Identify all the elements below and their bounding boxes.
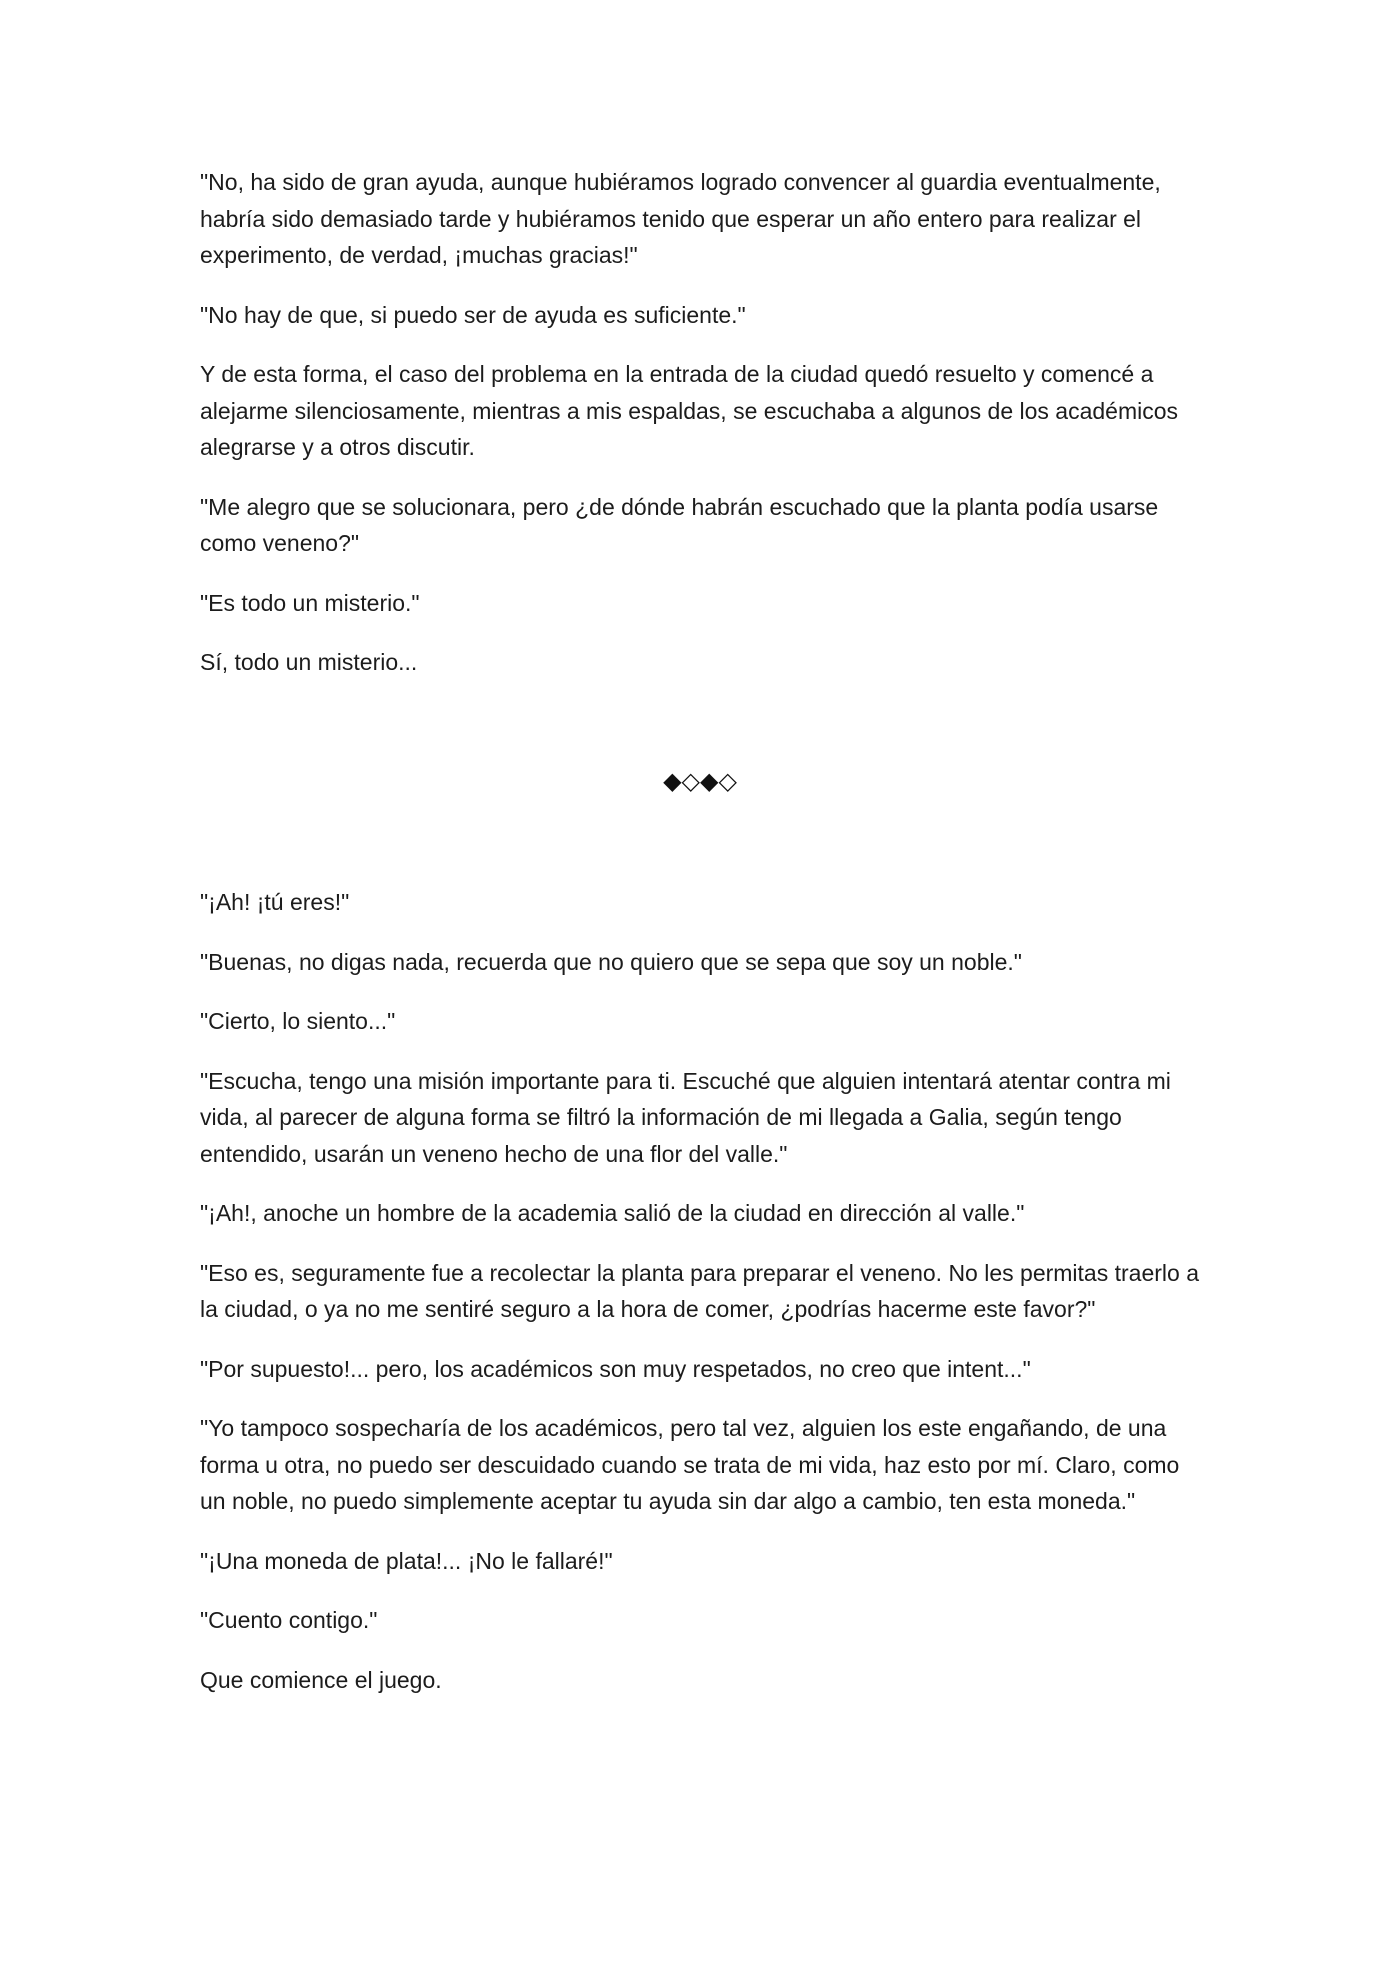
paragraph: "¡Una moneda de plata!... ¡No le fallaré!" bbox=[200, 1547, 613, 1574]
paragraph: "Me alegro que se solucionara, pero ¿de dónde habrán escuchado que la planta podía usarse como veneno?" bbox=[200, 493, 1159, 556]
paragraph: "No, ha sido de gran ayuda, aunque hubiéramos logrado convencer al guardia eventualmente, habría sido demasiado tarde y hubiéramos tenido que esperar un año entero para realizar el experimento, de verdad, ¡muchas gracias!" bbox=[200, 169, 1161, 268]
paragraph: "Cuento contigo." bbox=[200, 1607, 378, 1633]
paragraph: "Yo tampoco sospecharía de los académicos, pero tal vez, alguien los este engañando, de una forma u otra, no puedo ser descuidado cuando se trata de mi vida, haz esto por mí. Claro, como un noble, no puedo simplemente aceptar tu ayuda sin dar algo a cambio, ten esta moneda." bbox=[200, 1415, 1180, 1514]
paragraph: "No hay de que, si puedo ser de ayuda es suficiente." bbox=[200, 301, 746, 328]
scene-break-separator: ◆◇◆◇ bbox=[663, 767, 737, 795]
paragraph: "Por supuesto!... pero, los académicos son muy respetados, no creo que intent..." bbox=[200, 1355, 1031, 1382]
text-section-2 bbox=[200, 884, 1200, 1721]
paragraph: "Escucha, tengo una misión importante para ti. Escuché que alguien intentará atentar contra mi vida, al parecer de alguna forma se filtró la información de mi llegada a Galia, según tengo entendido, usarán un veneno hecho de una flor del valle." bbox=[200, 1067, 1171, 1167]
paragraph: "Buenas, no digas nada, recuerda que no quiero que se sepa que soy un noble." bbox=[200, 948, 1022, 975]
paragraph: "Es todo un misterio." bbox=[200, 589, 420, 616]
paragraph: Sí, todo un misterio... bbox=[200, 649, 418, 675]
paragraph: Y de esta forma, el caso del problema en la entrada de la ciudad quedó resuelto y comencé a alejarme silenciosamente, mientras a mis espaldas, se escuchaba a algunos de los académicos alegrarse y a otros discutir. bbox=[200, 361, 1179, 460]
paragraph: Que comience el juego. bbox=[200, 1666, 442, 1693]
paragraph: "Cierto, lo siento..." bbox=[200, 1008, 396, 1034]
text-section-1 bbox=[200, 164, 1200, 704]
paragraph: "Eso es, seguramente fue a recolectar la planta para preparar el veneno. No les permitas traerlo a la ciudad, o ya no me sentiré seguro a la hora de comer, ¿podrías hacerme este favor?" bbox=[200, 1259, 1199, 1322]
paragraph: "¡Ah! ¡tú eres!" bbox=[200, 889, 350, 915]
paragraph: "¡Ah!, anoche un hombre de la academia salió de la ciudad en dirección al valle." bbox=[200, 1200, 1025, 1226]
